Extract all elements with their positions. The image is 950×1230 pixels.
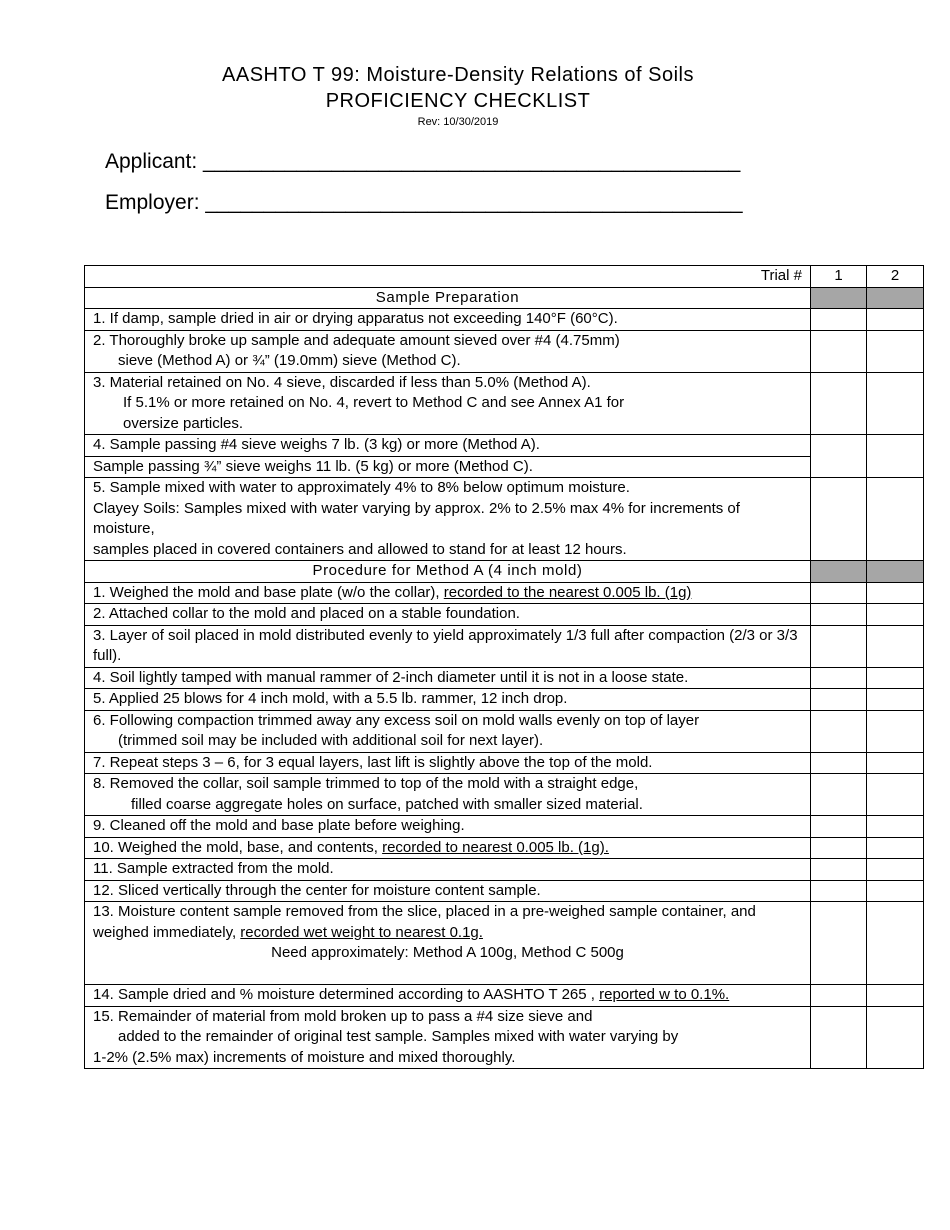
trial-1-cell[interactable] bbox=[811, 774, 867, 816]
trial-2-cell[interactable] bbox=[867, 837, 924, 859]
checklist-item: 3. Layer of soil placed in mold distributed evenly to yield approximately 1/3 full after compaction (2/3 or 3/3 full). bbox=[85, 625, 811, 667]
checklist-item bbox=[85, 1006, 811, 1069]
trial-1-cell[interactable] bbox=[811, 330, 867, 372]
item-text-underlined: recorded wet weight to nearest 0.1g. bbox=[240, 923, 483, 941]
trial-1-cell[interactable] bbox=[811, 1006, 867, 1069]
trial-2-header: 2 bbox=[867, 266, 924, 288]
table-row bbox=[85, 625, 924, 667]
item-line: 15. Remainder of material from mold broken up to pass a #4 size sieve and bbox=[93, 1007, 593, 1025]
trial-2-cell[interactable] bbox=[867, 1006, 924, 1069]
trial-2-cell[interactable] bbox=[867, 902, 924, 985]
checklist-item bbox=[85, 837, 811, 859]
trial-label: Trial # bbox=[85, 266, 811, 288]
trial-1-cell[interactable] bbox=[811, 859, 867, 881]
checklist-item bbox=[85, 774, 811, 816]
checklist-item bbox=[85, 985, 811, 1007]
trial-2-cell[interactable] bbox=[867, 689, 924, 711]
trial-2-cell[interactable] bbox=[867, 435, 924, 478]
trial-1-cell[interactable] bbox=[811, 752, 867, 774]
section-title: Procedure for Method A (4 inch mold) bbox=[85, 561, 811, 583]
item-line: (trimmed soil may be included with additional soil for next layer). bbox=[118, 732, 544, 749]
table-row bbox=[85, 330, 924, 372]
checklist-item: 11. Sample extracted from the mold. bbox=[85, 859, 811, 881]
item-text-underlined: reported w to 0.1%. bbox=[599, 986, 730, 1003]
checklist-item: 4. Soil lightly tamped with manual rammer of 2-inch diameter until it is not in a loose state. bbox=[85, 667, 811, 689]
checklist-item bbox=[85, 710, 811, 752]
item-text: 10. Weighed the mold, base, and contents, bbox=[93, 838, 383, 856]
checklist-item bbox=[85, 372, 811, 435]
table-row bbox=[85, 902, 924, 985]
item-line: added to the remainder of original test sample. Samples mixed with water varying by bbox=[118, 1028, 679, 1045]
item-line: sieve (Method A) or ¾” (19.0mm) sieve (Method C). bbox=[118, 352, 461, 369]
checklist-item bbox=[85, 330, 811, 372]
table-row bbox=[85, 582, 924, 604]
item-text-underlined: recorded to the nearest 0.005 lb. (1g) bbox=[443, 583, 692, 601]
trial-1-cell[interactable] bbox=[811, 816, 867, 838]
shaded-cell bbox=[811, 561, 867, 583]
item-text: 14. Sample dried and % moisture determined according to AASHTO T 265 , bbox=[93, 986, 600, 1003]
item-line: 2. Thoroughly broke up sample and adequate amount sieved over #4 (4.75mm) bbox=[93, 331, 620, 349]
trial-1-cell[interactable] bbox=[811, 435, 867, 478]
shaded-cell bbox=[867, 287, 924, 309]
table-row bbox=[85, 604, 924, 626]
item-text: 13. Moisture content sample removed from the slice, placed in a pre-weighed sample container, and weighed immediately, bbox=[93, 903, 756, 941]
trial-1-cell[interactable] bbox=[811, 689, 867, 711]
table-row bbox=[85, 372, 924, 435]
checklist-item: 5. Applied 25 blows for 4 inch mold, with a 5.5 lb. rammer, 12 inch drop. bbox=[85, 689, 811, 711]
trial-1-cell[interactable] bbox=[811, 604, 867, 626]
trial-1-cell[interactable] bbox=[811, 478, 867, 561]
document-title: AASHTO T 99: Moisture-Density Relations of Soils bbox=[222, 64, 694, 86]
checklist-item: 12. Sliced vertically through the center for moisture content sample. bbox=[85, 880, 811, 902]
trial-1-cell[interactable] bbox=[811, 985, 867, 1007]
trial-2-cell[interactable] bbox=[867, 667, 924, 689]
section-header-procedure-method-a bbox=[85, 561, 924, 583]
item-line: 8. Removed the collar, soil sample trimmed to top of the mold with a straight edge, bbox=[93, 775, 639, 792]
trial-1-header: 1 bbox=[811, 266, 867, 288]
checklist-item bbox=[85, 582, 811, 604]
trial-2-cell[interactable] bbox=[867, 625, 924, 667]
trial-2-cell[interactable] bbox=[867, 710, 924, 752]
checklist-item: Sample passing ¾” sieve weighs 11 lb. (5 kg) or more (Method C). bbox=[85, 456, 811, 478]
employer-field[interactable]: Employer: ______________________________________________ bbox=[105, 191, 743, 214]
section-header-sample-preparation bbox=[85, 287, 924, 309]
shaded-cell bbox=[867, 561, 924, 583]
trial-2-cell[interactable] bbox=[867, 478, 924, 561]
trial-2-cell[interactable] bbox=[867, 752, 924, 774]
item-line: samples placed in covered containers and allowed to stand for at least 12 hours. bbox=[93, 540, 627, 558]
item-line: 1-2% (2.5% max) increments of moisture and mixed thoroughly. bbox=[93, 1048, 516, 1066]
trial-1-cell[interactable] bbox=[811, 902, 867, 985]
item-note: Need approximately: Method A 100g, Method C 500g bbox=[271, 944, 624, 961]
trial-2-cell[interactable] bbox=[867, 330, 924, 372]
trial-2-cell[interactable] bbox=[867, 372, 924, 435]
trial-1-cell[interactable] bbox=[811, 582, 867, 604]
item-line: If 5.1% or more retained on No. 4, revert to Method C and see Annex A1 for bbox=[123, 394, 625, 411]
table-row bbox=[85, 435, 924, 457]
checklist-item: 9. Cleaned off the mold and base plate before weighing. bbox=[85, 816, 811, 838]
checklist-item bbox=[85, 902, 811, 985]
table-row bbox=[85, 456, 924, 478]
trial-1-cell[interactable] bbox=[811, 837, 867, 859]
item-text-underlined: recorded to nearest 0.005 lb. (1g). bbox=[382, 838, 609, 856]
trial-1-cell[interactable] bbox=[811, 372, 867, 435]
shaded-cell bbox=[811, 287, 867, 309]
item-line: 5. Sample mixed with water to approximately 4% to 8% below optimum moisture. bbox=[93, 479, 630, 496]
table-row bbox=[85, 880, 924, 902]
document-subtitle: PROFICIENCY CHECKLIST bbox=[325, 90, 591, 112]
item-line: 3. Material retained on No. 4 sieve, discarded if less than 5.0% (Method A). bbox=[93, 373, 591, 391]
trial-1-cell[interactable] bbox=[811, 710, 867, 752]
table-row bbox=[85, 1006, 924, 1069]
trial-header-row bbox=[85, 266, 924, 288]
trial-2-cell[interactable] bbox=[867, 774, 924, 816]
table-row bbox=[85, 774, 924, 816]
item-text: 1. Weighed the mold and base plate (w/o the collar), bbox=[93, 583, 444, 601]
table-row bbox=[85, 859, 924, 881]
trial-2-cell[interactable] bbox=[867, 880, 924, 902]
trial-2-cell[interactable] bbox=[867, 816, 924, 838]
trial-2-cell[interactable] bbox=[867, 604, 924, 626]
item-line: Clayey Soils: Samples mixed with water varying by approx. 2% to 2.5% max 4% for increments of moisture, bbox=[93, 499, 740, 537]
checklist-item: 4. Sample passing #4 sieve weighs 7 lb. (3 kg) or more (Method A). bbox=[85, 435, 811, 457]
table-row bbox=[85, 710, 924, 752]
item-line bbox=[93, 902, 802, 943]
trial-1-cell[interactable] bbox=[811, 309, 867, 331]
table-row bbox=[85, 689, 924, 711]
section-title: Sample Preparation bbox=[85, 287, 811, 309]
item-line: oversize particles. bbox=[123, 414, 244, 432]
checklist-item: 2. Attached collar to the mold and placed on a stable foundation. bbox=[85, 604, 811, 626]
table-row bbox=[85, 816, 924, 838]
trial-1-cell[interactable] bbox=[811, 880, 867, 902]
trial-2-cell[interactable] bbox=[867, 309, 924, 331]
trial-1-cell[interactable] bbox=[811, 625, 867, 667]
table-row bbox=[85, 309, 924, 331]
revision-date: Rev: 10/30/2019 bbox=[417, 116, 499, 128]
checklist-table bbox=[84, 265, 924, 1069]
table-row bbox=[85, 667, 924, 689]
checklist-item: 1. If damp, sample dried in air or drying apparatus not exceeding 140°F (60°C). bbox=[85, 309, 811, 331]
trial-2-cell[interactable] bbox=[867, 985, 924, 1007]
item-line: 6. Following compaction trimmed away any excess soil on mold walls evenly on top of layer bbox=[93, 711, 700, 729]
checklist-item bbox=[85, 478, 811, 561]
checklist-item: 7. Repeat steps 3 – 6, for 3 equal layers, last lift is slightly above the top of the mold. bbox=[85, 752, 811, 774]
table-row bbox=[85, 752, 924, 774]
applicant-field[interactable]: Applicant: ______________________________________________ bbox=[105, 150, 741, 173]
table-row bbox=[85, 478, 924, 561]
table-row bbox=[85, 837, 924, 859]
table-row bbox=[85, 985, 924, 1007]
trial-2-cell[interactable] bbox=[867, 859, 924, 881]
trial-1-cell[interactable] bbox=[811, 667, 867, 689]
item-line: filled coarse aggregate holes on surface, patched with smaller sized material. bbox=[131, 795, 643, 813]
trial-2-cell[interactable] bbox=[867, 582, 924, 604]
